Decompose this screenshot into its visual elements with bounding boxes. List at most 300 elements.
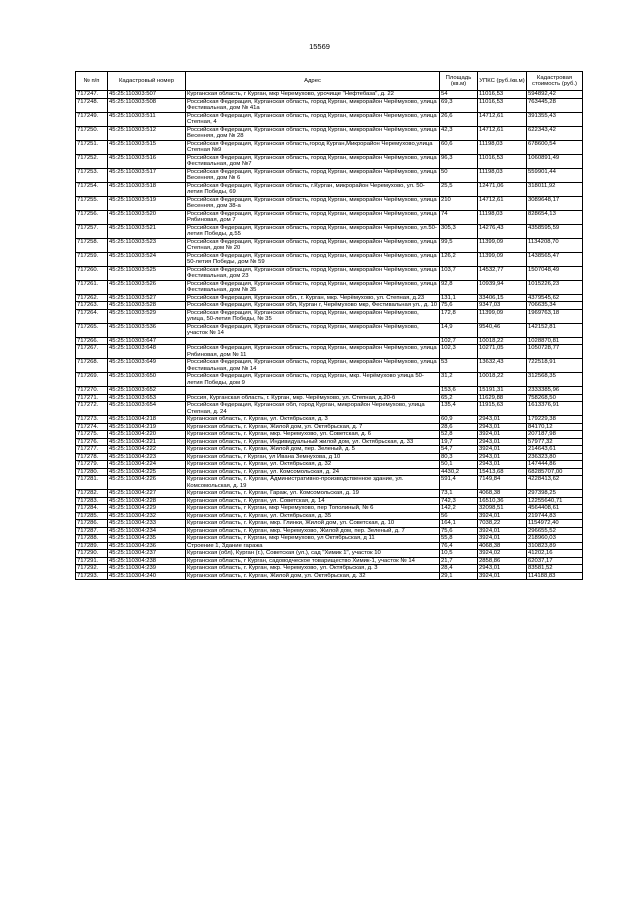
cadastral-number: 45:25:110304:239: [108, 565, 186, 573]
area: 103,7: [440, 266, 478, 280]
upks: 14712,61: [478, 196, 527, 210]
area: 56: [440, 512, 478, 520]
area: 65,2: [440, 394, 478, 402]
table-row: [76, 535, 583, 543]
row-number: 717266.: [76, 337, 108, 345]
row-number: 717289.: [76, 542, 108, 550]
cadastral-cost: 1154972,40: [527, 520, 583, 528]
upks: 2943,01: [478, 416, 527, 424]
address: Курганская область, г. Курган, ул. Советская, д. 14: [186, 497, 440, 505]
row-number: 717270.: [76, 387, 108, 395]
row-number: 717249.: [76, 112, 108, 126]
upks: 11016,53: [478, 91, 527, 99]
area: 102,7: [440, 337, 478, 345]
address: Российская Федерация, Курганская область, город Курган, микрорайон Черёмухово, улица Степная, дом № 20: [186, 238, 440, 252]
row-number: 717278.: [76, 453, 108, 461]
upks: 15191,31: [478, 387, 527, 395]
cadastral-cost: 2333385,96: [527, 387, 583, 395]
row-number: 717265.: [76, 323, 108, 337]
cadastral-number: 45:25:110304:222: [108, 446, 186, 454]
upks: 3924,01: [478, 512, 527, 520]
address: Российская Федерация, Курганская область,город Курган,Микрорайон Черемухово,улица Степная №9: [186, 140, 440, 154]
table-row: [76, 359, 583, 373]
cadastral-cost: 1060891,49: [527, 154, 583, 168]
cadastral-number: 45:25:110303:523: [108, 238, 186, 252]
area: 75,6: [440, 527, 478, 535]
cadastral-cost: 763445,28: [527, 98, 583, 112]
area: 28,6: [440, 423, 478, 431]
cadastral-cost: 318011,92: [527, 182, 583, 196]
row-number: 717285.: [76, 512, 108, 520]
cadastral-number: 45:25:110304:219: [108, 423, 186, 431]
cadastral-number: 45:25:110303:529: [108, 309, 186, 323]
area: 96,3: [440, 154, 478, 168]
address: Российская Федерация, Курганская область, город Курган, микрорайон Черёмухово, улица Рябиновая, дом № 11: [186, 345, 440, 359]
cadastral-number: 45:25:110304:220: [108, 431, 186, 439]
cadastral-cost: 114188,83: [527, 572, 583, 580]
upks: 10018,22: [478, 373, 527, 387]
cadastral-cost: 57977,32: [527, 438, 583, 446]
cadastral-cost: 1134208,70: [527, 238, 583, 252]
table-row: [76, 446, 583, 454]
upks: 9347,03: [478, 302, 527, 310]
table-row: [76, 453, 583, 461]
upks: 14532,77: [478, 266, 527, 280]
row-number: 717262.: [76, 294, 108, 302]
upks: 3924,01: [478, 572, 527, 580]
table-row: [76, 431, 583, 439]
address: Курганская область, г. Курган, мкр. Черемухово, ул. Октябрьская, д. 3: [186, 565, 440, 573]
cadastral-number: 45:25:110303:511: [108, 112, 186, 126]
header-cadastral-number: Кадастровый номер: [108, 72, 186, 91]
row-number: 717261.: [76, 280, 108, 294]
row-number: 717277.: [76, 446, 108, 454]
upks: 11399,09: [478, 309, 527, 323]
table-row: [76, 196, 583, 210]
cadastral-number: 45:25:110304:224: [108, 461, 186, 469]
cadastral-cost: 4358595,59: [527, 224, 583, 238]
cadastral-cost: 218960,03: [527, 535, 583, 543]
cadastral-number: 45:25:110304:228: [108, 497, 186, 505]
area: 153,6: [440, 387, 478, 395]
cadastral-number: 45:25:110303:536: [108, 323, 186, 337]
cadastral-number: 45:25:110304:237: [108, 550, 186, 558]
upks: 2943,01: [478, 453, 527, 461]
cadastral-cost: 1507048,49: [527, 266, 583, 280]
cadastral-cost: 1613376,91: [527, 402, 583, 416]
row-number: 717293.: [76, 572, 108, 580]
row-number: 717281.: [76, 476, 108, 490]
address: Курганская (обл), Курган (г.), Советская (ул.), сад "Химик 1", участок 10: [186, 550, 440, 558]
table-row: [76, 302, 583, 310]
upks: 11198,03: [478, 168, 527, 182]
address: Курганская область, г Курган, садоводческое товарищество Химик-1, участок № 14: [186, 557, 440, 565]
cadastral-cost: 68285707,00: [527, 468, 583, 476]
cadastral-number: 45:25:110303:507: [108, 91, 186, 99]
area: 305,3: [440, 224, 478, 238]
table-row: [76, 238, 583, 252]
area: 4430,2: [440, 468, 478, 476]
table-row: [76, 512, 583, 520]
cadastral-number: 45:25:110303:649: [108, 359, 186, 373]
cadastral-cost: 236323,80: [527, 453, 583, 461]
address: Курганская область, г. Курган, Гараж, ул. Комсомольская, д. 19: [186, 490, 440, 498]
area: 142,2: [440, 505, 478, 513]
table-row: [76, 154, 583, 168]
upks: 32098,51: [478, 505, 527, 513]
area: 131,1: [440, 294, 478, 302]
cadastral-number: 45:25:110303:515: [108, 140, 186, 154]
upks: 11629,88: [478, 394, 527, 402]
cadastral-number: 45:25:110303:521: [108, 224, 186, 238]
table-row: [76, 309, 583, 323]
upks: 12471,06: [478, 182, 527, 196]
address: Курганская область, г. Курган, ул. Октябрьская, д. 35: [186, 512, 440, 520]
table-row: [76, 266, 583, 280]
page-number: 15569: [309, 42, 330, 51]
table-row: [76, 557, 583, 565]
cadastral-number: 45:25:110304:218: [108, 416, 186, 424]
table-row: [76, 294, 583, 302]
cadastral-number: 45:25:110303:517: [108, 168, 186, 182]
area: 135,4: [440, 402, 478, 416]
area: 14,9: [440, 323, 478, 337]
address: Курганская область, г. Курган, Жилой дом, ул. Октябрьская, д. 32: [186, 572, 440, 580]
upks: 11016,53: [478, 154, 527, 168]
cadastral-cost: 296655,52: [527, 527, 583, 535]
area: 26,6: [440, 112, 478, 126]
cadastral-cost: 41202,16: [527, 550, 583, 558]
header-upks: УПКС (руб./кв.м): [478, 72, 527, 91]
table-row: [76, 337, 583, 345]
cadastral-table: [75, 71, 583, 580]
table-row: [76, 542, 583, 550]
row-number: 717253.: [76, 168, 108, 182]
area: 76,4: [440, 542, 478, 550]
upks: 3924,01: [478, 535, 527, 543]
table-row: [76, 210, 583, 224]
row-number: 717282.: [76, 490, 108, 498]
table-header-row: [76, 72, 583, 91]
address: Курганская область, г. Курган, мкр. Глинки, Жилой дом, ул. Советская, д. 10: [186, 520, 440, 528]
upks: 4068,38: [478, 542, 527, 550]
table-row: [76, 168, 583, 182]
cadastral-number: 45:25:110304:235: [108, 535, 186, 543]
table-row: [76, 505, 583, 513]
cadastral-number: 45:25:110303:524: [108, 252, 186, 266]
upks: 11399,09: [478, 252, 527, 266]
upks: 11399,09: [478, 238, 527, 252]
area: 25,5: [440, 182, 478, 196]
cadastral-cost: 1969763,18: [527, 309, 583, 323]
row-number: 717250.: [76, 126, 108, 140]
cadastral-cost: 214643,61: [527, 446, 583, 454]
address: Курганская область, г. Курган, Административно-производственное здание, ул. Комсомольская, д. 19: [186, 476, 440, 490]
table-row: [76, 98, 583, 112]
address: Курганская область, г Курган, ул Ивана Земнухова, д 10: [186, 453, 440, 461]
row-number: 717274.: [76, 423, 108, 431]
header-num: № п/п: [76, 72, 108, 91]
cadastral-cost: 1050728,77: [527, 345, 583, 359]
area: 10,5: [440, 550, 478, 558]
table-row: [76, 373, 583, 387]
cadastral-number: 45:25:110303:527: [108, 294, 186, 302]
upks: 2943,01: [478, 461, 527, 469]
table-row: [76, 345, 583, 359]
cadastral-number: 45:25:110304:236: [108, 542, 186, 550]
area: 99,5: [440, 238, 478, 252]
row-number: 717287.: [76, 527, 108, 535]
area: 31,2: [440, 373, 478, 387]
address: Российская Федерация, Курганская область, город Курган, микрорайон Черёмухово, улица 50-летия Победы, дом № 59: [186, 252, 440, 266]
cadastral-number: 45:25:110304:232: [108, 512, 186, 520]
cadastral-cost: 4228413,62: [527, 476, 583, 490]
address: Российская Федерация, Курганская область, город Курган, микрорайон Черёмухово, улица Весенняя, дом 38-а: [186, 196, 440, 210]
address: Российская Федерация, Курганская область, г.Курган, микрорайон Черемухово, ул. 50-летия Победы, 69: [186, 182, 440, 196]
table-row: [76, 476, 583, 490]
table-row: [76, 112, 583, 126]
cadastral-number: 45:25:110304:226: [108, 476, 186, 490]
row-number: 717260.: [76, 266, 108, 280]
row-number: 717257.: [76, 224, 108, 238]
area: 54,7: [440, 446, 478, 454]
table-row: [76, 416, 583, 424]
address: Курганская область, г Курган, мкр Черемухово, пер Тополиный, № 6: [186, 505, 440, 513]
table-row: [76, 438, 583, 446]
cadastral-cost: 207187,98: [527, 431, 583, 439]
upks: 7149,84: [478, 476, 527, 490]
cadastral-cost: 12255640,71: [527, 497, 583, 505]
upks: 9540,46: [478, 323, 527, 337]
address: Российская Федерация, Курганская область, город Курган, микрорайон Черёмухово, улица Рябиновая, дом 7: [186, 210, 440, 224]
area: 53: [440, 359, 478, 373]
table-row: [76, 461, 583, 469]
area: 42,3: [440, 126, 478, 140]
cadastral-number: 45:25:110304:238: [108, 557, 186, 565]
upks: 3924,01: [478, 431, 527, 439]
cadastral-cost: 1015226,23: [527, 280, 583, 294]
cadastral-cost: 391355,43: [527, 112, 583, 126]
address: [186, 387, 440, 395]
address: Россия, Курганская область, г. Курган, мкр. Черёмухово, ул. Степная, д.20-б: [186, 394, 440, 402]
area: 80,3: [440, 453, 478, 461]
upks: 2943,01: [478, 438, 527, 446]
table-row: [76, 550, 583, 558]
address: Российская Федерация, Курганская область, город Курган, микрорайон Черёмухово, улица Фестивальная, дом 23: [186, 266, 440, 280]
area: 55,8: [440, 535, 478, 543]
address: Российская Федерация, Курганская область, город Курган, микрорайон Черёмухово, улица Фестивальная, дом №7: [186, 154, 440, 168]
upks: 13632,43: [478, 359, 527, 373]
cadastral-number: 45:25:110303:526: [108, 280, 186, 294]
table-row: [76, 394, 583, 402]
cadastral-cost: 678600,54: [527, 140, 583, 154]
cadastral-number: 45:25:110304:240: [108, 572, 186, 580]
table-row: [76, 497, 583, 505]
cadastral-number: 45:25:110303:648: [108, 345, 186, 359]
table-row: [76, 572, 583, 580]
address: Российская Федерация, Курганская область, город Курган, микрорайон Черёмухово, участок № 14: [186, 323, 440, 337]
cadastral-number: 45:25:110304:229: [108, 505, 186, 513]
table-row: [76, 323, 583, 337]
upks: 15413,68: [478, 468, 527, 476]
area: 69,3: [440, 98, 478, 112]
area: 60,6: [440, 140, 478, 154]
cadastral-number: 45:25:110303:652: [108, 387, 186, 395]
row-number: 717248.: [76, 98, 108, 112]
cadastral-number: 45:25:110303:519: [108, 196, 186, 210]
row-number: 717273.: [76, 416, 108, 424]
cadastral-number: 45:25:110303:516: [108, 154, 186, 168]
upks: 10939,94: [478, 280, 527, 294]
upks: 7038,22: [478, 520, 527, 528]
address: Российская Федерация, Курганская область, город Курган, микрорайон Черёмухово, улица Фестивальная, дом № 41а: [186, 98, 440, 112]
row-number: 717271.: [76, 394, 108, 402]
table-body: [76, 91, 583, 580]
cadastral-number: 45:25:110303:525: [108, 266, 186, 280]
area: 74: [440, 210, 478, 224]
cadastral-cost: 706635,34: [527, 302, 583, 310]
area: 29,1: [440, 572, 478, 580]
upks: 10018,22: [478, 337, 527, 345]
cadastral-number: 45:25:110303:528: [108, 302, 186, 310]
address: Российская Федерация, Курганская область, город Курган, микрорайон Черёмухово, улица Весенняя, дом № 28: [186, 126, 440, 140]
upks: 11016,53: [478, 98, 527, 112]
row-number: 717256.: [76, 210, 108, 224]
upks: 3924,02: [478, 550, 527, 558]
cadastral-number: 45:25:110304:234: [108, 527, 186, 535]
cadastral-cost: 4379545,62: [527, 294, 583, 302]
area: 52,8: [440, 431, 478, 439]
area: 92,8: [440, 280, 478, 294]
row-number: 717279.: [76, 461, 108, 469]
address: Курганская область, г. Курган, мкр. Черемухово, Жилой дом, пер. Зеленый, д. 7: [186, 527, 440, 535]
row-number: 717276.: [76, 438, 108, 446]
row-number: 717255.: [76, 196, 108, 210]
cadastral-number: 45:25:110303:654: [108, 402, 186, 416]
cadastral-cost: 1028870,81: [527, 337, 583, 345]
area: 75,6: [440, 302, 478, 310]
area: 164,1: [440, 520, 478, 528]
table-row: [76, 387, 583, 395]
address: Российская Федерация, Курганская область, город Курган, микрорайон Черёмухово, улица Фестивальная, дом № 35: [186, 280, 440, 294]
table-row: [76, 527, 583, 535]
row-number: 717283.: [76, 497, 108, 505]
table-row: [76, 520, 583, 528]
cadastral-cost: 83581,52: [527, 565, 583, 573]
area: 60,9: [440, 416, 478, 424]
cadastral-number: 45:25:110303:650: [108, 373, 186, 387]
address: Российская Федерация, Курганская область, город Курган, микрорайон Черёмухово, ул.50-летия Победы, д.55: [186, 224, 440, 238]
row-number: 717292.: [76, 565, 108, 573]
row-number: 717267.: [76, 345, 108, 359]
row-number: 717269.: [76, 373, 108, 387]
upks: 2943,01: [478, 423, 527, 431]
header-cadastral-cost: Кадастровая стоимость (руб.): [527, 72, 583, 91]
table-row: [76, 565, 583, 573]
cadastral-cost: 312568,35: [527, 373, 583, 387]
table-row: [76, 91, 583, 99]
cadastral-cost: 142152,81: [527, 323, 583, 337]
cadastral-cost: 219744,83: [527, 512, 583, 520]
row-number: 717247.: [76, 91, 108, 99]
cadastral-cost: 4564408,61: [527, 505, 583, 513]
row-number: 717284.: [76, 505, 108, 513]
upks: 10271,05: [478, 345, 527, 359]
area: 102,3: [440, 345, 478, 359]
cadastral-number: 45:25:110304:227: [108, 490, 186, 498]
cadastral-cost: 559901,44: [527, 168, 583, 182]
area: 54: [440, 91, 478, 99]
row-number: 717275.: [76, 431, 108, 439]
upks: 14276,43: [478, 224, 527, 238]
row-number: 717272.: [76, 402, 108, 416]
address: Строение 1, Здание гаража: [186, 542, 440, 550]
area: 73,1: [440, 490, 478, 498]
area: 50,1: [440, 461, 478, 469]
row-number: 717252.: [76, 154, 108, 168]
upks: 11198,03: [478, 140, 527, 154]
cadastral-cost: 828654,13: [527, 210, 583, 224]
row-number: 717259.: [76, 252, 108, 266]
address: Курганская область, г. Курган, ул. Октябрьская, д. 32: [186, 461, 440, 469]
upks: 2858,86: [478, 557, 527, 565]
cadastral-number: 45:25:110303:518: [108, 182, 186, 196]
row-number: 717268.: [76, 359, 108, 373]
address: Курганская область, г. Курган, Индивидуальный жилой дом, ул. Октябрьская, д. 33: [186, 438, 440, 446]
row-number: 717280.: [76, 468, 108, 476]
cadastral-number: 45:25:110303:653: [108, 394, 186, 402]
cadastral-cost: 310823,89: [527, 542, 583, 550]
cadastral-number: 45:25:110303:508: [108, 98, 186, 112]
table-row: [76, 126, 583, 140]
header-address: Адрес: [186, 72, 440, 91]
area: 21,7: [440, 557, 478, 565]
upks: 33406,15: [478, 294, 527, 302]
address: Российская Федерация, Курганская обл., г. Курган, мкр. Черёмухово, ул. Степная, д.23: [186, 294, 440, 302]
row-number: 717291.: [76, 557, 108, 565]
upks: 4068,38: [478, 490, 527, 498]
table-row: [76, 490, 583, 498]
cadastral-number: 45:25:110303:512: [108, 126, 186, 140]
cadastral-number: 45:25:110304:225: [108, 468, 186, 476]
address: Курганская область, г Курган, мкр Черемухово, урочище "Нефтебаза", д. 22: [186, 91, 440, 99]
cadastral-cost: 622343,42: [527, 126, 583, 140]
cadastral-number: 45:25:110303:647: [108, 337, 186, 345]
header-area: Площадь (кв.м): [440, 72, 478, 91]
area: 50: [440, 168, 478, 182]
row-number: 717290.: [76, 550, 108, 558]
table-row: [76, 423, 583, 431]
area: 28,4: [440, 565, 478, 573]
cadastral-cost: 3089648,17: [527, 196, 583, 210]
address: Курганская область, г Курган, мкр Черемухово, ул Октябрьская, д 11: [186, 535, 440, 543]
cadastral-cost: 84170,12: [527, 423, 583, 431]
upks: 11915,63: [478, 402, 527, 416]
table-row: [76, 182, 583, 196]
address: Курганская область, г. Курган, ул. Комсомольская, д. 24: [186, 468, 440, 476]
cadastral-cost: 758268,50: [527, 394, 583, 402]
table-row: [76, 468, 583, 476]
row-number: 717263.: [76, 302, 108, 310]
area: 126,2: [440, 252, 478, 266]
row-number: 717254.: [76, 182, 108, 196]
address: [186, 337, 440, 345]
row-number: 717286.: [76, 520, 108, 528]
upks: 16510,36: [478, 497, 527, 505]
cadastral-cost: 179229,38: [527, 416, 583, 424]
cadastral-number: 45:25:110303:520: [108, 210, 186, 224]
table-row: [76, 280, 583, 294]
